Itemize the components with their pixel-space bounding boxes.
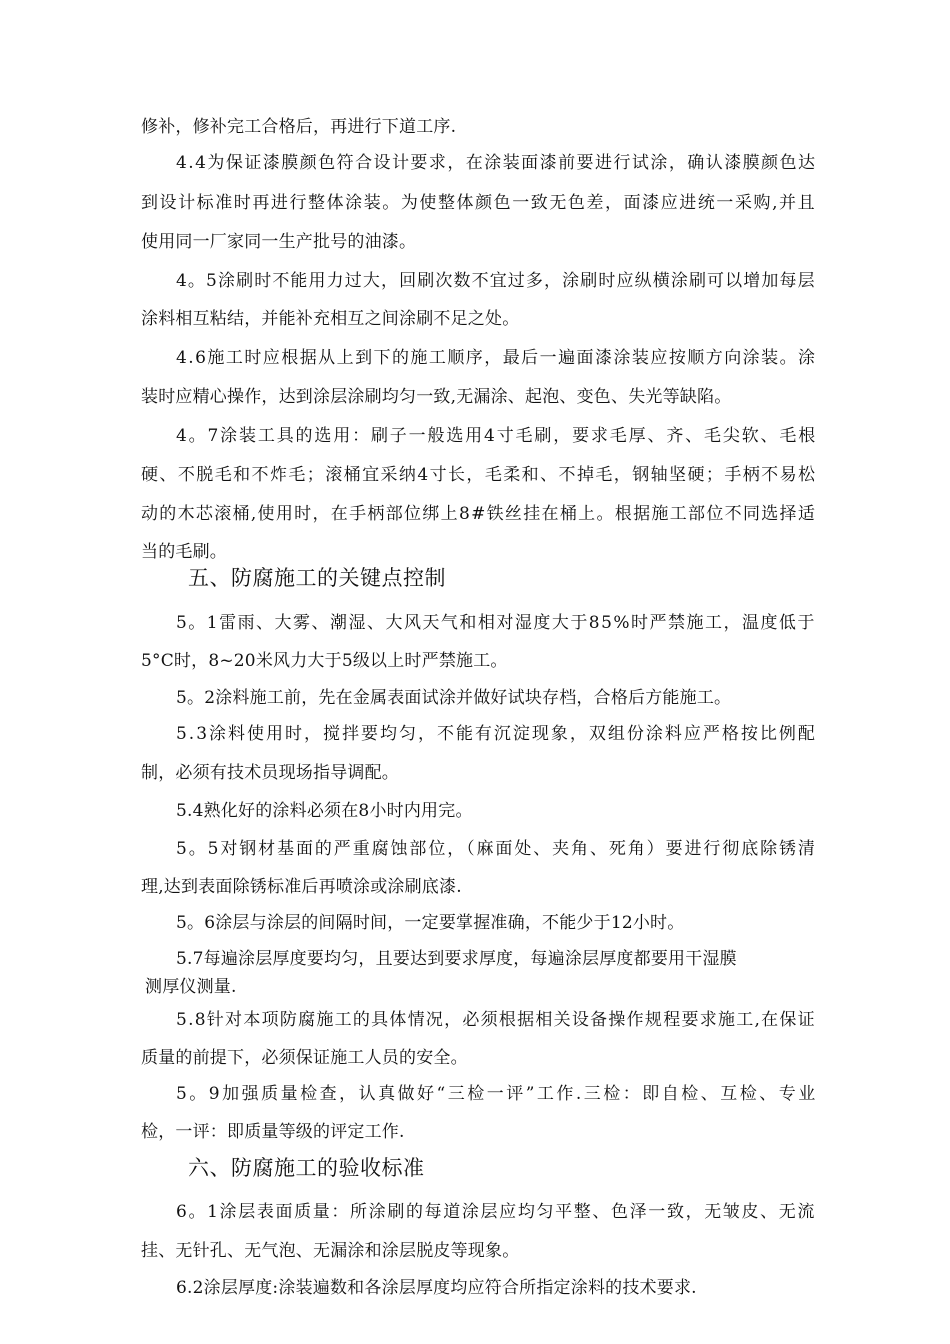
paragraph-line: 4.4为保证漆膜颜色符合设计要求，在涂装面漆前要进行试涂，确认漆膜颜色达 xyxy=(176,153,817,173)
paragraph-line: 4。7涂装工具的选用：刷子一般选用4寸毛刷，要求毛厚、齐、毛尖软、毛根 xyxy=(176,426,818,446)
section-heading: 五、防腐施工的关键点控制 xyxy=(188,566,446,590)
paragraph-line: 6.2涂层厚度:涂装遍数和各涂层厚度均应符合所指定涂料的技术要求. xyxy=(176,1278,697,1298)
paragraph-line: 动的木芯滚桶,使用时，在手柄部位绑上8#铁丝挂在桶上。根据施工部位不同选择适 xyxy=(141,504,817,524)
paragraph-line: 使用同一厂家同一生产批号的油漆。 xyxy=(141,232,417,252)
paragraph-line: 5.4熟化好的涂料必须在8小时内用完。 xyxy=(176,801,473,821)
paragraph-line: 4。5涂刷时不能用力过大，回刷次数不宜过多，涂刷时应纵横涂刷可以增加每层 xyxy=(176,271,816,291)
paragraph-line: 修补，修补完工合格后，再进行下道工序. xyxy=(141,117,457,137)
paragraph-line: 当的毛刷。 xyxy=(141,542,227,562)
paragraph-line: 挂、无针孔、无气泡、无漏涂和涂层脱皮等现象。 xyxy=(141,1241,520,1261)
paragraph-line: 5。1雷雨、大雾、潮湿、大风天气和相对湿度大于85%时严禁施工，温度低于 xyxy=(176,613,816,633)
paragraph-line: 5。9加强质量检查，认真做好“三检一评”工作.三检：即自检、互检、专业 xyxy=(176,1084,818,1104)
paragraph-line: 测厚仪测量. xyxy=(145,977,237,997)
paragraph-line: 5°C时，8~20米风力大于5级以上时严禁施工。 xyxy=(141,651,508,671)
paragraph-line: 理,达到表面除锈标准后再喷涂或涂刷底漆. xyxy=(141,877,462,897)
paragraph-line: 5.8针对本项防腐施工的具体情况，必须根据相关设备操作规程要求施工,在保证 xyxy=(176,1010,816,1030)
paragraph-line: 到设计标准时再进行整体涂装。为使整体颜色一致无色差，面漆应进统一采购,并且 xyxy=(141,193,817,213)
paragraph-line: 制，必须有技术员现场指导调配。 xyxy=(141,763,399,783)
paragraph-line: 检，一评：即质量等级的评定工作. xyxy=(141,1122,405,1142)
paragraph-line: 涂料相互粘结，并能补充相互之间涂刷不足之处。 xyxy=(141,309,520,329)
paragraph-line: 5。5对钢材基面的严重腐蚀部位，（麻面处、夹角、死角）要进行彻底除锈清 xyxy=(176,839,817,859)
paragraph-line: 5。2涂料施工前，先在金属表面试涂并做好试块存档，合格后方能施工。 xyxy=(176,688,732,708)
paragraph-line: 5.7每遍涂层厚度要均匀，且要达到要求厚度，每遍涂层厚度都要用干湿膜 xyxy=(176,949,737,969)
paragraph-line: 6。1涂层表面质量：所涂刷的每道涂层应均匀平整、色泽一致，无皱皮、无流 xyxy=(176,1202,817,1222)
paragraph-line: 质量的前提下，必须保证施工人员的安全。 xyxy=(141,1048,468,1068)
paragraph-line: 硬、不脱毛和不炸毛；滚桶宜采纳4寸长，毛柔和、不掉毛，钢轴坚硬；手柄不易松 xyxy=(141,465,817,485)
paragraph-line: 5.3涂料使用时，搅拌要均匀，不能有沉淀现象，双组份涂料应严格按比例配 xyxy=(176,724,817,744)
paragraph-line: 装时应精心操作，达到涂层涂刷均匀一致,无漏涂、起泡、变色、失光等缺陷。 xyxy=(141,387,732,407)
paragraph-line: 4.6施工时应根据从上到下的施工顺序，最后一遍面漆涂装应按顺方向涂装。涂 xyxy=(176,348,817,368)
paragraph-line: 5。6涂层与涂层的间隔时间，一定要掌握准确，不能少于12小时。 xyxy=(176,913,685,933)
section-heading: 六、防腐施工的验收标准 xyxy=(188,1156,425,1180)
